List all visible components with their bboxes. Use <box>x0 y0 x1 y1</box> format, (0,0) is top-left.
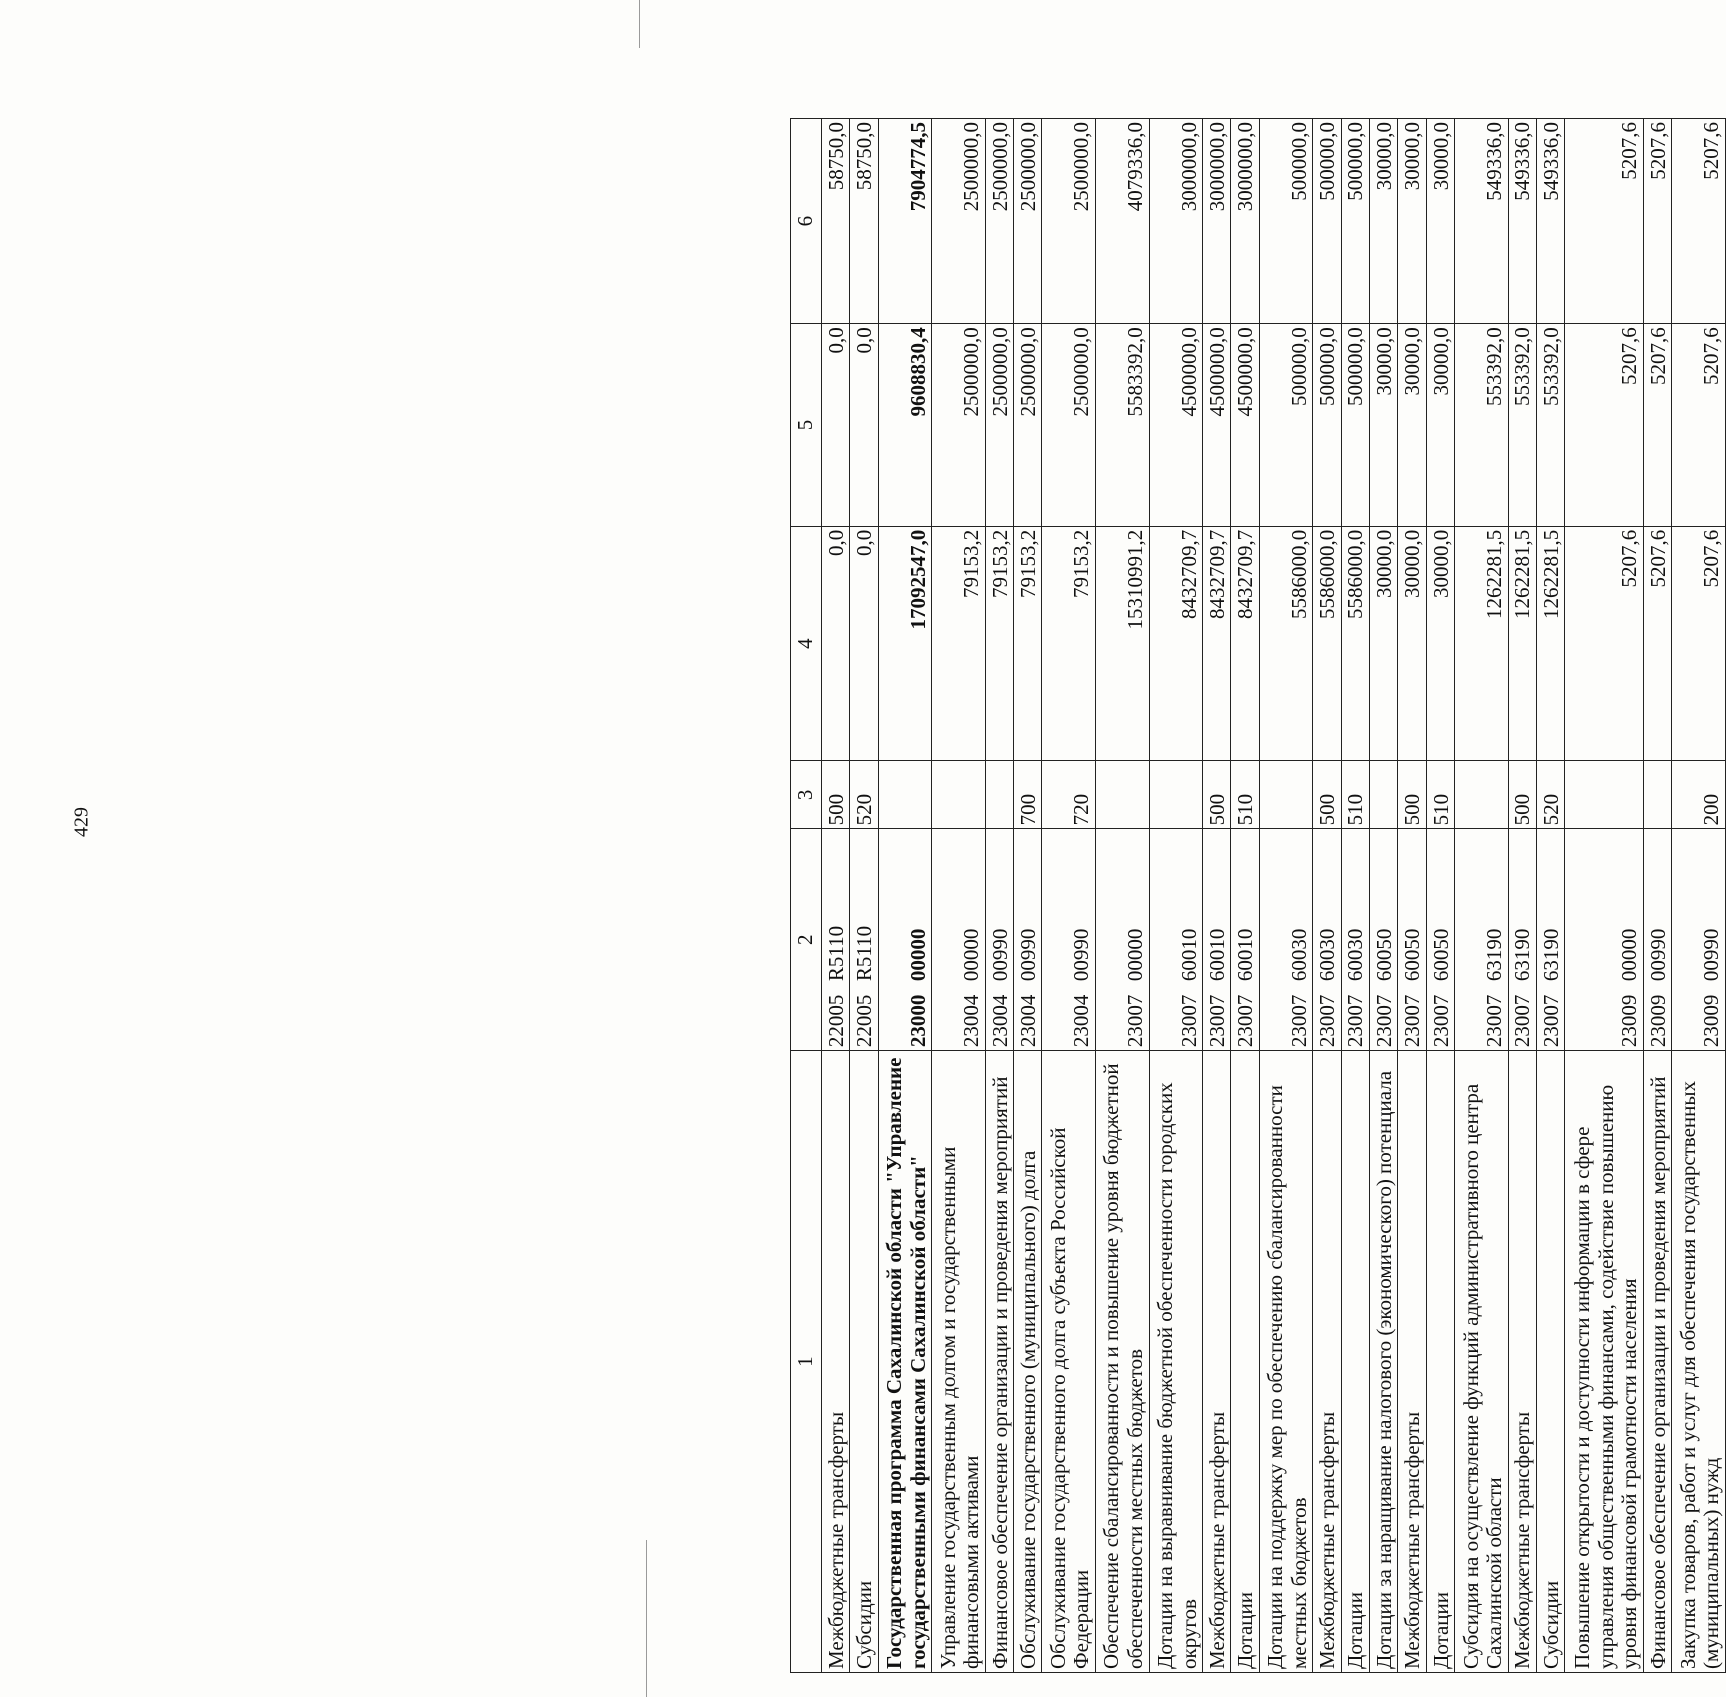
value-col-5: 30000,0 <box>1426 324 1454 527</box>
row-code <box>1455 829 1509 1051</box>
expense-type-code: 720 <box>1042 761 1096 829</box>
row-code <box>1313 829 1341 1051</box>
table-row <box>1369 119 1397 1673</box>
program-code: 23007 <box>1428 994 1453 1048</box>
table-row <box>878 119 932 1673</box>
direction-code: R5110 <box>852 925 877 982</box>
row-code <box>985 829 1013 1051</box>
value-col-4: 0,0 <box>822 526 850 761</box>
header-col-5: 5 <box>791 324 822 527</box>
value-col-5: 30000,0 <box>1398 324 1426 527</box>
direction-code: 60010 <box>1176 928 1201 982</box>
header-col-6: 6 <box>791 119 822 324</box>
row-name: Межбюджетные трансферты <box>1398 1051 1426 1673</box>
row-name: Обслуживание государственного (муниципального) долга <box>1014 1051 1042 1673</box>
value-col-5: 5583392,0 <box>1095 324 1149 527</box>
row-code <box>932 829 986 1051</box>
program-code: 23007 <box>1482 994 1507 1048</box>
program-code: 23007 <box>1286 994 1311 1048</box>
row-name: Управление государственным долгом и государственными финансовыми активами <box>932 1051 986 1673</box>
expense-type-code: 520 <box>850 761 878 829</box>
header-col-4: 4 <box>791 526 822 761</box>
value-col-5: 500000,0 <box>1259 324 1313 527</box>
program-code: 23007 <box>1371 994 1396 1048</box>
value-col-4: 30000,0 <box>1426 526 1454 761</box>
value-col-6: 2500000,0 <box>1042 119 1096 324</box>
budget-table-rotated <box>790 118 1726 1673</box>
expense-type-code: 520 <box>1536 761 1564 829</box>
value-col-6: 3000000,0 <box>1149 119 1203 324</box>
value-col-4: 79153,2 <box>1042 526 1096 761</box>
value-col-4: 30000,0 <box>1369 526 1397 761</box>
row-code <box>1426 829 1454 1051</box>
program-code: 23007 <box>1315 994 1340 1048</box>
row-name: Межбюджетные трансферты <box>1508 1051 1536 1673</box>
expense-type-code <box>1369 761 1397 829</box>
value-col-5: 30000,0 <box>1369 324 1397 527</box>
table-row <box>1313 119 1341 1673</box>
header-col-3: 3 <box>791 761 822 829</box>
value-col-4: 8432709,7 <box>1149 526 1203 761</box>
program-code: 23009 <box>1645 994 1670 1048</box>
value-col-4: 5586000,0 <box>1341 526 1369 761</box>
direction-code: 60030 <box>1286 928 1311 982</box>
direction-code: 63190 <box>1482 928 1507 982</box>
row-code <box>1341 829 1369 1051</box>
row-code <box>1231 829 1259 1051</box>
value-col-6: 500000,0 <box>1313 119 1341 324</box>
value-col-4: 5207,6 <box>1672 526 1726 761</box>
value-col-4: 1262281,5 <box>1508 526 1536 761</box>
row-code <box>878 829 932 1051</box>
expense-type-code: 500 <box>1398 761 1426 829</box>
direction-code: 60050 <box>1371 928 1396 982</box>
value-col-6: 30000,0 <box>1398 119 1426 324</box>
table-row <box>1643 119 1671 1673</box>
direction-code: 60050 <box>1400 928 1425 982</box>
table-row <box>1259 119 1313 1673</box>
row-code <box>850 829 878 1051</box>
program-code: 23004 <box>959 994 984 1048</box>
value-col-6: 2500000,0 <box>932 119 986 324</box>
value-col-4: 5586000,0 <box>1313 526 1341 761</box>
row-code <box>1042 829 1096 1051</box>
expense-type-code <box>878 761 932 829</box>
direction-code: 63190 <box>1538 928 1563 982</box>
program-code: 23009 <box>1699 994 1724 1048</box>
value-col-6: 549336,0 <box>1455 119 1509 324</box>
direction-code: 00990 <box>987 928 1012 982</box>
value-col-6: 5207,6 <box>1643 119 1671 324</box>
table-row <box>1341 119 1369 1673</box>
expense-type-code: 500 <box>1508 761 1536 829</box>
value-col-4: 5586000,0 <box>1259 526 1313 761</box>
program-code: 23004 <box>1069 994 1094 1048</box>
direction-code: 60030 <box>1315 928 1340 982</box>
value-col-5: 2500000,0 <box>985 324 1013 527</box>
value-col-4: 5207,6 <box>1643 526 1671 761</box>
program-code: 23004 <box>1015 994 1040 1048</box>
value-col-5: 9608830,4 <box>878 324 932 527</box>
program-code: 23007 <box>1176 994 1201 1048</box>
value-col-6: 58750,0 <box>850 119 878 324</box>
value-col-4: 1262281,5 <box>1455 526 1509 761</box>
scan-artifact-line-bottom <box>646 1540 647 1697</box>
value-col-6: 58750,0 <box>822 119 850 324</box>
row-code <box>1149 829 1203 1051</box>
row-name: Дотации <box>1341 1051 1369 1673</box>
expense-type-code <box>1149 761 1203 829</box>
expense-type-code: 500 <box>822 761 850 829</box>
table-row <box>1672 119 1726 1673</box>
program-code: 23007 <box>1204 994 1229 1048</box>
value-col-6: 2500000,0 <box>1014 119 1042 324</box>
value-col-6: 3000000,0 <box>1203 119 1231 324</box>
value-col-5: 2500000,0 <box>1042 324 1096 527</box>
value-col-5: 0,0 <box>822 324 850 527</box>
value-col-5: 2500000,0 <box>932 324 986 527</box>
expense-type-code: 510 <box>1231 761 1259 829</box>
value-col-4: 8432709,7 <box>1231 526 1259 761</box>
row-name: Межбюджетные трансферты <box>822 1051 850 1673</box>
value-col-5: 5207,6 <box>1672 324 1726 527</box>
program-code: 23007 <box>1343 994 1368 1048</box>
row-name: Дотации на выравнивание бюджетной обеспеченности городских округов <box>1149 1051 1203 1673</box>
value-col-6: 30000,0 <box>1426 119 1454 324</box>
table-row <box>1231 119 1259 1673</box>
expense-type-code: 510 <box>1341 761 1369 829</box>
table-row <box>985 119 1013 1673</box>
table-row <box>850 119 878 1673</box>
table-row <box>1095 119 1149 1673</box>
expense-type-code <box>1455 761 1509 829</box>
row-code <box>1672 829 1726 1051</box>
value-col-6: 5207,6 <box>1672 119 1726 324</box>
expense-type-code: 510 <box>1426 761 1454 829</box>
row-name: Обеспечение сбалансированности и повышение уровня бюджетной обеспеченности местных бюджетов <box>1095 1051 1149 1673</box>
row-code <box>1565 829 1644 1051</box>
table-row <box>1508 119 1536 1673</box>
program-code: 23000 <box>905 994 930 1048</box>
value-col-5: 0,0 <box>850 324 878 527</box>
table-row <box>1014 119 1042 1673</box>
value-col-5: 500000,0 <box>1313 324 1341 527</box>
row-name: Межбюджетные трансферты <box>1313 1051 1341 1673</box>
value-col-4: 5207,6 <box>1565 526 1644 761</box>
direction-code: 63190 <box>1510 928 1535 982</box>
program-code: 23004 <box>987 994 1012 1048</box>
expense-type-code: 200 <box>1672 761 1726 829</box>
program-code: 23009 <box>1617 994 1642 1048</box>
value-col-6: 500000,0 <box>1341 119 1369 324</box>
table-row <box>1398 119 1426 1673</box>
table-header-row <box>791 119 822 1673</box>
value-col-4: 15310991,2 <box>1095 526 1149 761</box>
value-col-5: 4500000,0 <box>1231 324 1259 527</box>
row-name: Обслуживание государственного долга субъекта Российской Федерации <box>1042 1051 1096 1673</box>
row-code <box>1095 829 1149 1051</box>
direction-code: 00990 <box>1015 928 1040 982</box>
row-name: Субсидия на осуществление функций административного центра Сахалинской области <box>1455 1051 1509 1673</box>
row-code <box>822 829 850 1051</box>
expense-type-code <box>1095 761 1149 829</box>
value-col-6: 3000000,0 <box>1231 119 1259 324</box>
direction-code: R5110 <box>823 925 848 982</box>
value-col-4: 1262281,5 <box>1536 526 1564 761</box>
value-col-6: 30000,0 <box>1369 119 1397 324</box>
value-col-5: 500000,0 <box>1341 324 1369 527</box>
row-name: Повышение открытости и доступности информации в сфере управления общественными финансами, содействие повышению уровня финансовой грамотности населения <box>1565 1051 1644 1673</box>
row-name: Дотации <box>1426 1051 1454 1673</box>
table-row <box>822 119 850 1673</box>
direction-code: 00000 <box>1617 928 1642 982</box>
expense-type-code <box>932 761 986 829</box>
value-col-5: 5207,6 <box>1565 324 1644 527</box>
value-col-4: 0,0 <box>850 526 878 761</box>
row-name: Закупка товаров, работ и услуг для обеспечения государственных (муниципальных) нужд <box>1672 1051 1726 1673</box>
expense-type-code: 500 <box>1313 761 1341 829</box>
value-col-5: 4500000,0 <box>1149 324 1203 527</box>
value-col-5: 553392,0 <box>1455 324 1509 527</box>
value-col-4: 79153,2 <box>932 526 986 761</box>
row-name: Дотации за наращивание налогового (экономического) потенциала <box>1369 1051 1397 1673</box>
value-col-4: 8432709,7 <box>1203 526 1231 761</box>
expense-type-code: 700 <box>1014 761 1042 829</box>
row-name: Межбюджетные трансферты <box>1203 1051 1231 1673</box>
row-name: Дотации на поддержку мер по обеспечению сбалансированности местных бюджетов <box>1259 1051 1313 1673</box>
expense-type-code <box>1259 761 1313 829</box>
value-col-6: 549336,0 <box>1508 119 1536 324</box>
direction-code: 00000 <box>959 928 984 982</box>
direction-code: 60050 <box>1428 928 1453 982</box>
value-col-5: 4500000,0 <box>1203 324 1231 527</box>
row-name: Субсидии <box>1536 1051 1564 1673</box>
direction-code: 60010 <box>1204 928 1229 982</box>
program-code: 23007 <box>1510 994 1535 1048</box>
value-col-5: 553392,0 <box>1536 324 1564 527</box>
direction-code: 60030 <box>1343 928 1368 982</box>
direction-code: 00990 <box>1699 928 1724 982</box>
program-code: 23007 <box>1538 994 1563 1048</box>
row-name: Государственная программа Сахалинской области "Управление государственными финансами Сахалинской области" <box>878 1051 932 1673</box>
expense-type-code <box>1565 761 1644 829</box>
value-col-6: 500000,0 <box>1259 119 1313 324</box>
value-col-6: 5207,6 <box>1565 119 1644 324</box>
program-code: 22005 <box>852 994 877 1048</box>
row-name: Финансовое обеспечение организации и проведения мероприятий <box>985 1051 1013 1673</box>
direction-code: 60010 <box>1233 928 1258 982</box>
direction-code: 00000 <box>905 928 930 982</box>
value-col-6: 4079336,0 <box>1095 119 1149 324</box>
value-col-6: 549336,0 <box>1536 119 1564 324</box>
header-col-2: 2 <box>791 829 822 1051</box>
table-row <box>1565 119 1644 1673</box>
direction-code: 00000 <box>1122 928 1147 982</box>
row-code <box>1536 829 1564 1051</box>
value-col-4: 79153,2 <box>985 526 1013 761</box>
row-code <box>1398 829 1426 1051</box>
value-col-4: 17092547,0 <box>878 526 932 761</box>
expense-type-code <box>1643 761 1671 829</box>
row-code <box>1259 829 1313 1051</box>
row-code <box>1508 829 1536 1051</box>
direction-code: 00990 <box>1645 928 1670 982</box>
table-row <box>1426 119 1454 1673</box>
expense-type-code: 500 <box>1203 761 1231 829</box>
table-row <box>1149 119 1203 1673</box>
row-name: Финансовое обеспечение организации и проведения мероприятий <box>1643 1051 1671 1673</box>
row-code <box>1369 829 1397 1051</box>
table-row <box>1455 119 1509 1673</box>
row-code <box>1014 829 1042 1051</box>
program-code: 23007 <box>1400 994 1425 1048</box>
program-code: 23007 <box>1122 994 1147 1048</box>
program-code: 22005 <box>823 994 848 1048</box>
page-number: 429 <box>70 807 93 837</box>
value-col-5: 553392,0 <box>1508 324 1536 527</box>
direction-code: 00990 <box>1069 928 1094 982</box>
program-code: 23007 <box>1233 994 1258 1048</box>
value-col-5: 2500000,0 <box>1014 324 1042 527</box>
header-col-1: 1 <box>791 1051 822 1673</box>
expense-type-code <box>985 761 1013 829</box>
table-row <box>1203 119 1231 1673</box>
table-row <box>1042 119 1096 1673</box>
row-code <box>1203 829 1231 1051</box>
table-row <box>932 119 986 1673</box>
budget-table <box>790 118 1726 1673</box>
value-col-4: 30000,0 <box>1398 526 1426 761</box>
row-name: Субсидии <box>850 1051 878 1673</box>
value-col-6: 7904774,5 <box>878 119 932 324</box>
value-col-6: 2500000,0 <box>985 119 1013 324</box>
table-row <box>1536 119 1564 1673</box>
value-col-4: 79153,2 <box>1014 526 1042 761</box>
row-code <box>1643 829 1671 1051</box>
row-name: Дотации <box>1231 1051 1259 1673</box>
scan-artifact-line-top <box>639 0 640 48</box>
value-col-5: 5207,6 <box>1643 324 1671 527</box>
